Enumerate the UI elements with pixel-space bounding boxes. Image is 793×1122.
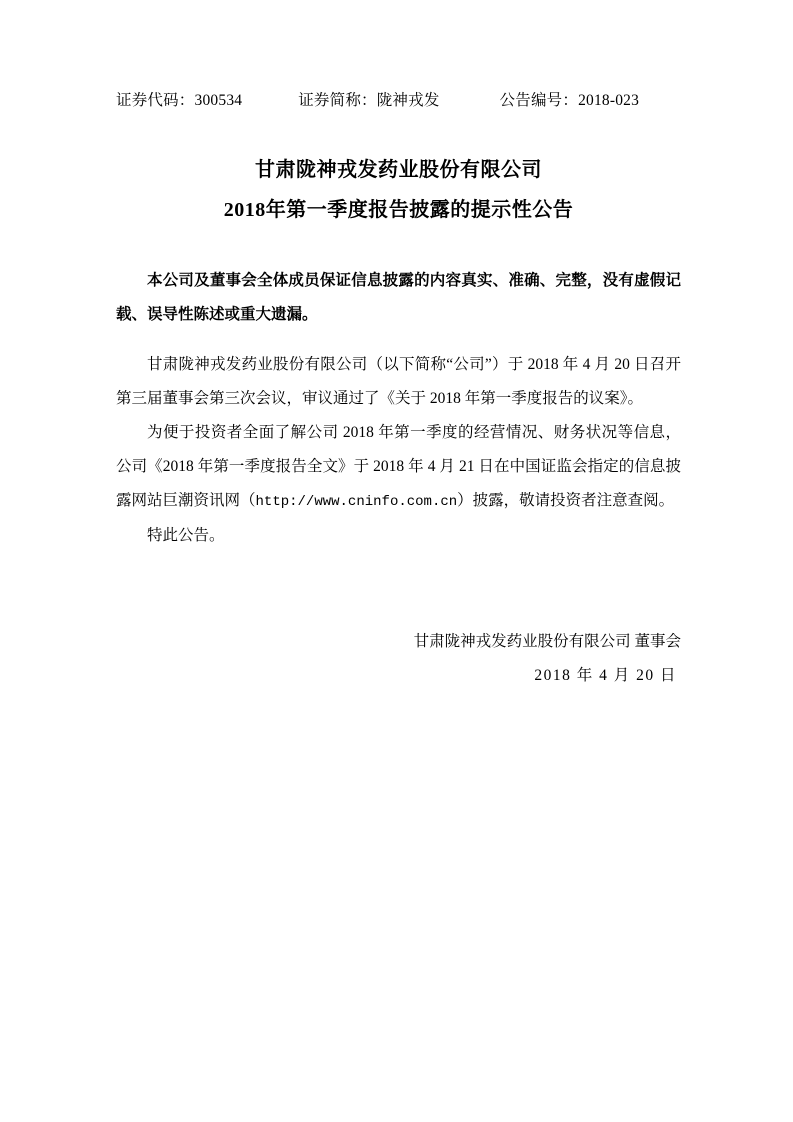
disclosure-text-after-url: ）披露，敬请投资者注意查阅。 (457, 492, 675, 509)
signature-company: 甘肃陇神戎发药业股份有限公司 董事会 (413, 633, 681, 650)
security-name-value: 陇神戎发 (376, 92, 440, 109)
security-code (116, 88, 242, 110)
paragraph-board-meeting: 甘肃陇神戎发药业股份有限公司（以下简称“公司”）于 2018 年 4 月 20 日召开第三届董事会第三次会议，审议通过了《关于 2018 年第一季度报告的议案》。 (116, 356, 681, 407)
announcement-number-value: 2018-023 (578, 92, 640, 109)
document-body (116, 264, 681, 553)
document-header (116, 88, 681, 110)
announcement-number (500, 88, 640, 110)
responsibility-statement: 本公司及董事会全体成员保证信息披露的内容真实、准确、完整，没有虚假记载、误导性陈述或重大遗漏。 (116, 272, 681, 323)
security-name-label: 证券简称： (298, 92, 377, 109)
signature-block (116, 625, 681, 693)
security-name (298, 88, 439, 110)
cninfo-url: http://www.cninfo.com.cn (255, 494, 458, 510)
security-code-value: 300534 (194, 92, 243, 109)
announcement-number-label: 公告编号： (499, 92, 579, 109)
signature-date: 2018 年 4 月 20 日 (534, 667, 677, 684)
paragraph-disclosure (116, 416, 681, 519)
paragraph-closing: 特此公告。 (147, 527, 225, 544)
title-line-company: 甘肃陇神戎发药业股份有限公司 (255, 159, 542, 181)
page-title (116, 150, 681, 230)
security-code-label: 证券代码： (116, 92, 195, 109)
disclosure-text-before-url: 为便于投资者全面了解公司 2018 年第一季度的经营情况、财务状况等信息，公司《2018 年第一季度报告全文》于 2018 年 4 月 21 日在中国证监会指定的信息披露网站巨潮资讯网（ (116, 424, 681, 509)
title-line-subject: 2018年第一季度报告披露的提示性公告 (223, 199, 574, 221)
